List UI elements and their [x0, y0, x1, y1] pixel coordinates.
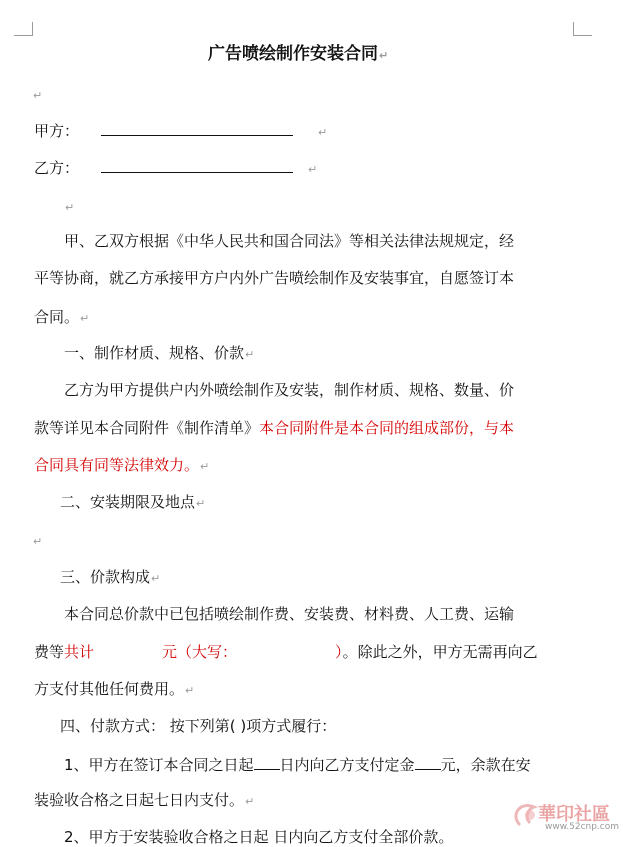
section-1-line-3[interactable]	[34, 455, 209, 477]
party-a-line[interactable]	[34, 119, 327, 143]
heading-text: 三、价款构成	[60, 568, 151, 586]
body-text: 1、甲方在签订本合同之日起	[64, 756, 254, 774]
paragraph-mark-icon: ↵	[65, 201, 75, 214]
watermark-url: www.52cnp.com	[545, 822, 620, 832]
paragraph-mark-icon: ↵	[245, 795, 255, 808]
title-text: 广告喷绘制作安装合同	[208, 44, 378, 64]
intro-line-3[interactable]	[34, 307, 89, 329]
deposit-days-blank[interactable]	[254, 753, 280, 770]
section-3-line-1[interactable]	[64, 604, 514, 624]
intro-line-1[interactable]	[64, 231, 514, 251]
body-text: 费等	[34, 643, 65, 661]
section-1-heading[interactable]	[64, 343, 254, 365]
paragraph-mark-icon: ↵	[196, 497, 206, 510]
section-3-heading[interactable]	[60, 567, 160, 589]
intro-text: 平等协商，就乙方承接甲方户内外广告喷绘制作及安装事宜，自愿签订本	[34, 269, 515, 287]
section-3-line-2[interactable]	[34, 642, 538, 662]
amount-words-close: ）	[335, 643, 343, 661]
payment-option-1-line-2[interactable]	[34, 790, 254, 812]
party-b-blank[interactable]	[101, 156, 293, 173]
total-label: 共计	[64, 643, 95, 661]
paragraph-mark-icon: ↵	[308, 163, 318, 176]
section-4-heading[interactable]	[60, 716, 336, 736]
paragraph-mark-icon: ↵	[33, 89, 43, 102]
paragraph-mark-icon: ↵	[318, 126, 328, 139]
contract-title[interactable]	[208, 44, 388, 66]
section-3-line-3[interactable]	[34, 679, 194, 701]
section-1-line-2[interactable]	[34, 418, 514, 438]
body-text: 2、甲方于安装验收合格之日起 日内向乙方支付全部价款。	[64, 828, 454, 846]
paragraph-mark-icon: ↵	[379, 49, 389, 62]
heading-text: 四、付款方式： 按下列第( )项方式履行：	[60, 717, 337, 735]
party-b-label: 乙方：	[34, 159, 80, 177]
body-text: 款等详见本合同附件《制作清单》	[34, 419, 260, 437]
body-text: 方支付其他任何费用。	[34, 680, 185, 698]
party-b-line[interactable]	[34, 156, 317, 180]
empty-paragraph[interactable]	[32, 84, 42, 106]
paragraph-mark-icon: ↵	[80, 312, 90, 325]
heading-text: 二、安装期限及地点	[60, 493, 196, 511]
paragraph-mark-icon: ↵	[245, 348, 255, 361]
paragraph-mark-icon: ↵	[151, 572, 161, 585]
highlighted-clause: 合同具有同等法律效力。	[34, 456, 200, 474]
body-text: 装验收合格之日起七日内支付。	[34, 791, 245, 809]
amount-words-label: 元（大写：	[162, 643, 238, 661]
page-margin-corner-left	[14, 22, 33, 36]
body-text: 乙方为甲方提供户内外喷绘制作及安装，制作材质、规格、数量、价	[64, 381, 515, 399]
body-text: 本合同总价款中已包括喷绘制作费、安装费、材料费、人工费、运输	[64, 605, 515, 623]
intro-text: 甲、乙双方根据《中华人民共和国合同法》等相关法律法规规定，经	[64, 232, 515, 250]
page-margin-corner-right	[573, 22, 592, 36]
empty-paragraph[interactable]	[32, 530, 42, 552]
section-2-heading[interactable]	[60, 492, 205, 514]
deposit-amount-blank[interactable]	[415, 753, 441, 770]
heading-text: 一、制作材质、规格、价款	[64, 344, 245, 362]
payment-option-2[interactable]	[64, 827, 453, 847]
section-1-line-1[interactable]	[64, 380, 514, 400]
body-text: 。除此之外，甲方无需再向乙	[342, 643, 538, 661]
party-a-label: 甲方：	[34, 122, 80, 140]
paragraph-mark-icon: ↵	[33, 535, 43, 548]
empty-paragraph[interactable]	[64, 196, 74, 218]
body-text: 元，余款在安	[440, 756, 531, 774]
payment-option-1-line-1[interactable]	[64, 753, 531, 775]
watermark-text: 華印社區	[538, 804, 610, 825]
paragraph-mark-icon: ↵	[200, 460, 210, 473]
paragraph-mark-icon: ↵	[185, 684, 195, 697]
body-text: 日内向乙方支付定金	[279, 756, 415, 774]
highlighted-clause: 本合同附件是本合同的组成部份，与本	[259, 419, 515, 437]
intro-line-2[interactable]	[34, 268, 514, 288]
intro-text: 合同。	[34, 308, 80, 326]
party-a-blank[interactable]	[101, 119, 293, 136]
